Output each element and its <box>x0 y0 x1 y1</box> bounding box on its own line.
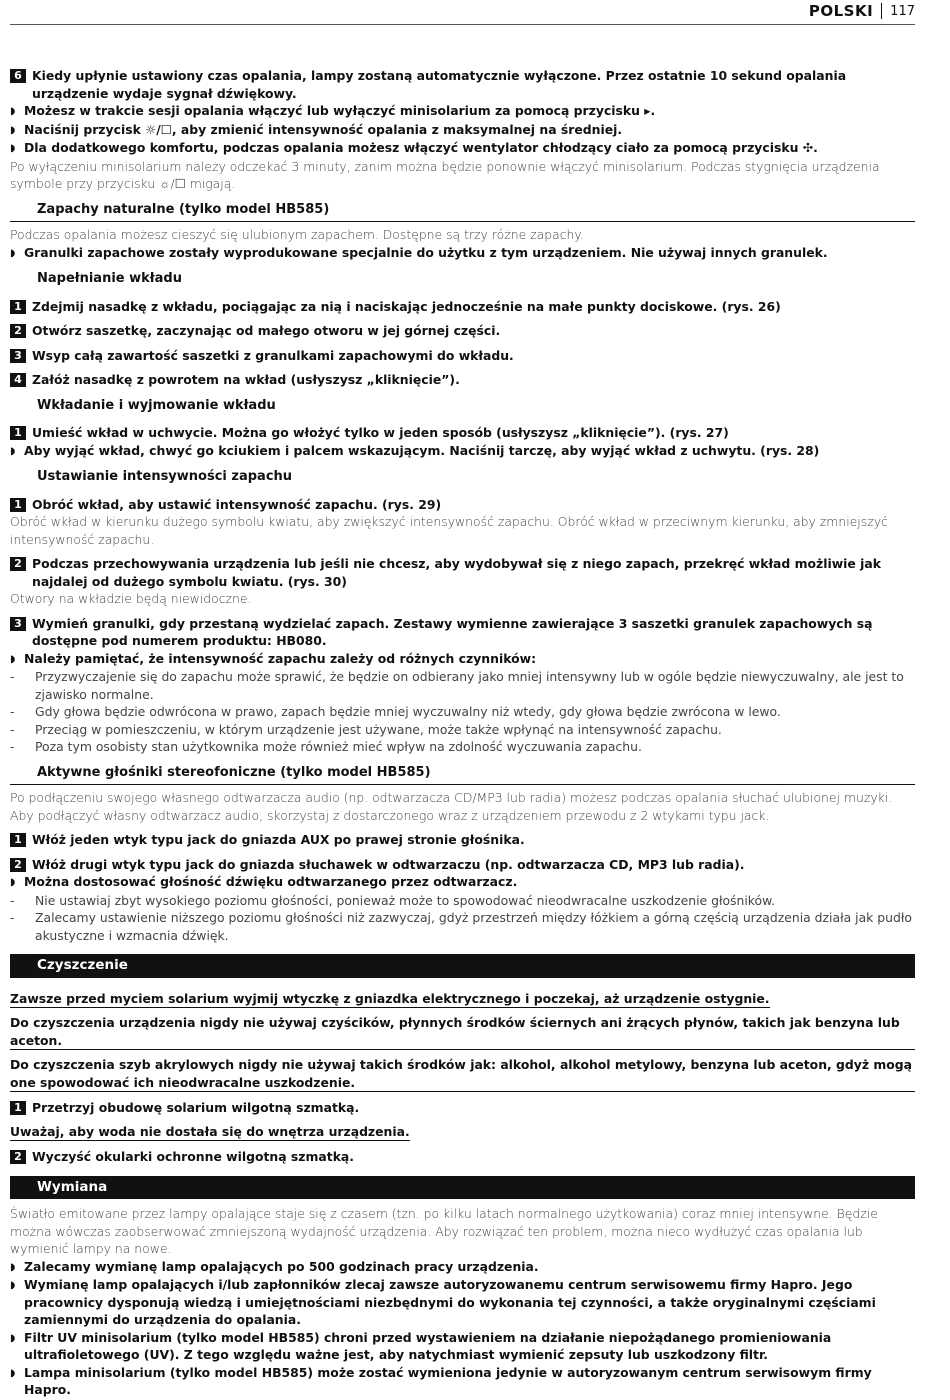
step-item <box>10 615 915 650</box>
body-paragraph: Po wyłączeniu minisolarium należy odczekać 3 minuty, zanim można będzie ponownie włączyć minisolarium. Podczas stygnięcia urządzenia symbole przy przycisku ☼/☐ migają. <box>10 158 880 191</box>
section-heading: Zapachy naturalne (tylko model HB585) <box>10 195 915 223</box>
warning-text: Zawsze przed myciem solarium wyjmij wtyczkę z gniazdka elektrycznego i poczekaj, aż urządzenie ostygnie. <box>10 990 770 1009</box>
step-number-badge: 2 <box>10 324 26 338</box>
step-item <box>10 1148 915 1166</box>
bullet-triangle-icon: ◗ <box>10 143 16 154</box>
step-text: Wymień granulki, gdy przestaną wydzielać zapach. Zestawy wymienne zawierające 3 saszetki granulek zapachowych są dostępne pod numerem produktu: HB080. <box>32 615 873 648</box>
bullet-text: Aby wyjąć wkład, chwyć go kciukiem i palcem wskazującym. Naciśnij tarczę, aby wyjąć wkład z uchwytu. (rys. 28) <box>24 442 820 458</box>
bullet-text: Wymianę lamp opalających i/lub zapłonników zlecaj zawsze autoryzowanemu centrum serwisowemu firmy Hapro. Jego pracownicy dysponują wiedzą i umiejętnościami niezbędnymi do wykonania tej czynności, a także oryginalnymi częściami zamiennymi do urządzenia do opalania. <box>24 1277 876 1327</box>
bullet-text: Zalecamy wymianę lamp opalających po 500 godzinach pracy urządzenia. <box>24 1258 539 1274</box>
bullet-triangle-icon: ◗ <box>10 247 16 259</box>
step-number-badge: 3 <box>10 617 26 631</box>
header-rule <box>10 24 915 25</box>
step-item <box>10 1099 915 1117</box>
step-item <box>10 856 915 874</box>
step-text: Wyczyść okularki ochronne wilgotną szmatką. <box>32 1149 354 1164</box>
warning-text: Do czyszczenia szyb akrylowych nigdy nie używaj takich środków jak: alkohol, alkohol metylowy, benzyna lub aceton, gdyż mogą one spowodować ich nieodwracalne uszkodzenie. <box>10 1056 915 1092</box>
bullet-triangle-icon: ◗ <box>10 124 16 136</box>
step-number-badge: 3 <box>10 349 26 363</box>
bullet-item <box>10 650 915 669</box>
body-paragraph: Światło emitowane przez lampy opalające staje się z czasem (tzn. po kilku latach normalnego użytkowania) coraz mniej intensywne. Będzie można wówczas zaobserwować zmniejszoną wydajność urządzenia. Aby rozwiązać ten problem, można nieco wydłużyć czas opalania lub wymienić lampy na nowe. <box>10 1206 878 1256</box>
chapter-heading-bar: Wymiana <box>10 1176 915 1200</box>
step-item <box>10 831 915 849</box>
bullet-text: Naciśnij przycisk ☼/☐, aby zmienić intensywność opalania z maksymalnej na średniej. <box>24 121 623 137</box>
warning-text: Uważaj, aby woda nie dostała się do wnętrza urządzenia. <box>10 1123 410 1142</box>
dash-text: Gdy głowa będzie odwrócona w prawo, zapach będzie mniej wyczuwalny niż wtedy, gdy głowa będzie zwrócona w lewo. <box>35 704 781 719</box>
step-number-badge: 1 <box>10 498 26 512</box>
language-label: POLSKI <box>808 2 874 20</box>
bullet-text: Możesz w trakcie sesji opalania włączyć lub wyłączyć minisolarium za pomocą przycisku ▸. <box>24 103 656 118</box>
dash-list-item <box>10 668 915 703</box>
dash-text: Poza tym osobisty stan użytkownika może również mieć wpływ na zdolność wyczuwania zapachu. <box>35 739 642 754</box>
step-item <box>10 371 915 389</box>
bullet-triangle-icon: ◗ <box>10 877 16 888</box>
page-content <box>10 60 915 1399</box>
bullet-triangle-icon: ◗ <box>10 653 16 665</box>
step-text: Załóż nasadkę z powrotem na wkład (usłyszysz „kliknięcie”). <box>32 372 460 387</box>
header-divider <box>881 3 882 19</box>
step-item <box>10 298 915 316</box>
bullet-triangle-icon: ◗ <box>10 1332 16 1344</box>
dash-marker: - <box>10 739 15 754</box>
bullet-text: Granulki zapachowe zostały wyprodukowane specjalnie do użytku z tym urządzeniem. Nie używaj innych granulek. <box>24 244 828 260</box>
bullet-text: Lampa minisolarium (tylko model HB585) może zostać wymieniona jedynie w autoryzowanym centrum serwisowym firmy Hapro. <box>24 1364 872 1397</box>
dash-text: Przeciąg w pomieszczeniu, w którym urządzenie jest używane, może także wpłynąć na intensywność zapachu. <box>35 721 722 737</box>
bullet-item <box>10 1258 915 1277</box>
step-number-badge: 2 <box>10 858 26 872</box>
warning-note <box>10 984 915 1009</box>
step-item <box>10 322 915 340</box>
body-paragraph: Otwory na wkładzie będą niewidoczne. <box>10 591 252 606</box>
page-number: 117 <box>890 3 915 19</box>
dash-marker: - <box>10 669 15 684</box>
step-item <box>10 424 915 442</box>
dash-list-item <box>10 909 915 944</box>
step-text: Podczas przechowywania urządzenia lub jeśli nie chcesz, aby wydobywał się z niego zapach, przekręć wkład możliwie jak najdalej od dużego symbolu kwiatu. (rys. 30) <box>32 556 881 589</box>
bullet-triangle-icon: ◗ <box>10 1367 16 1379</box>
bullet-item <box>10 102 915 121</box>
section-heading: Aktywne głośniki stereofoniczne (tylko model HB585) <box>10 758 915 786</box>
step-item <box>10 555 915 590</box>
dash-marker: - <box>10 892 15 908</box>
step-number-badge: 2 <box>10 557 26 571</box>
bullet-text: Należy pamiętać, że intensywność zapachu zależy od różnych czynników: <box>24 650 537 666</box>
step-text: Włóż drugi wtyk typu jack do gniazda słuchawek w odtwarzaczu (np. odtwarzacza CD, MP3 lub radia). <box>32 856 745 872</box>
bullet-item <box>10 139 915 158</box>
step-number-badge: 4 <box>10 373 26 387</box>
step-text: Wsyp całą zawartość saszetki z granulkami zapachowymi do wkładu. <box>32 347 514 363</box>
warning-note <box>10 1050 915 1092</box>
subsection-heading: Wkładanie i wyjmowanie wkładu <box>37 397 276 413</box>
dash-text: Przyzwyczajenie się do zapachu może sprawić, że będzie on odbierany jako mniej intensywny lub w ogóle będzie niewyczuwalny, ale jest to zjawisko normalne. <box>35 669 904 702</box>
step-text: Przetrzyj obudowę solarium wilgotną szmatką. <box>32 1100 360 1115</box>
subsection-heading: Ustawianie intensywności zapachu <box>37 469 293 484</box>
step-number-badge: 1 <box>10 833 26 847</box>
step-text: Kiedy upłynie ustawiony czas opalania, lampy zostaną automatycznie wyłączone. Przez ostatnie 10 sekund opalania urządzenie wydaje sygnał dźwiękowy. <box>32 68 847 101</box>
step-item <box>10 347 915 365</box>
bullet-text: Można dostosować głośność dźwięku odtwarzanego przez odtwarzacz. <box>24 874 518 889</box>
step-item <box>10 67 915 102</box>
step-text: Zdejmij nasadkę z wkładu, pociągając za nią i naciskając jednocześnie na małe punkty dociskowe. (rys. 26) <box>32 298 781 314</box>
dash-text: Nie ustawiaj zbyt wysokiego poziomu głośności, ponieważ może to spowodować nieodwracalne uszkodzenie głośników. <box>35 892 776 908</box>
bullet-item <box>10 121 915 140</box>
bullet-item <box>10 1364 915 1399</box>
step-text: Włóż jeden wtyk typu jack do gniazda AUX po prawej stronie głośnika. <box>32 832 525 847</box>
dash-text: Zalecamy ustawienie niższego poziomu głośności niż zazwyczaj, gdyż przestrzeń między łóżkiem a górną częścią urządzenia działa jak pudło akustyczne i wzmacnia dźwięk. <box>35 910 912 943</box>
bullet-item <box>10 244 915 263</box>
chapter-heading-bar: Czyszczenie <box>10 954 915 978</box>
dash-list-item <box>10 738 915 756</box>
dash-marker: - <box>10 721 15 737</box>
dash-marker: - <box>10 704 15 719</box>
body-paragraph: Po podłączeniu swojego własnego odtwarzacza audio (np. odtwarzacza CD/MP3 lub radia) możesz podczas opalania słuchać ulubionej muzyki. Aby podłączyć własny odtwarzacz audio, skorzystaj z dostarczonego wraz z urządzeniem przewodu z 2 wtykami typu jack. <box>10 790 893 823</box>
step-number-badge: 2 <box>10 1150 26 1164</box>
bullet-item <box>10 442 915 461</box>
step-text: Obróć wkład, aby ustawić intensywność zapachu. (rys. 29) <box>32 496 442 512</box>
step-number-badge: 6 <box>10 69 26 83</box>
bullet-triangle-icon: ◗ <box>10 1280 16 1291</box>
bullet-triangle-icon: ◗ <box>10 1261 16 1273</box>
bullet-triangle-icon: ◗ <box>10 106 16 117</box>
step-number-badge: 1 <box>10 300 26 314</box>
step-text: Otwórz saszetkę, zaczynając od małego otworu w jej górnej części. <box>32 323 501 338</box>
bullet-item <box>10 1329 915 1364</box>
dash-list-item <box>10 892 915 910</box>
page-header <box>809 0 915 22</box>
bullet-triangle-icon: ◗ <box>10 445 16 457</box>
body-paragraph: Podczas opalania możesz cieszyć się ulubionym zapachem. Dostępne są trzy różne zapachy. <box>10 227 584 242</box>
bullet-text: Dla dodatkowego komfortu, podczas opalania możesz włączyć wentylator chłodzący ciało za pomocą przycisku ✣. <box>24 140 818 155</box>
warning-text: Do czyszczenia urządzenia nigdy nie używaj czyścików, płynnych środków ściernych ani żrących płynów, takich jak benzyna lub aceton. <box>10 1014 915 1050</box>
body-paragraph: Obróć wkład w kierunku dużego symbolu kwiatu, aby zwiększyć intensywność zapachu. Obróć wkład w przeciwnym kierunku, aby zmniejszyć intensywność zapachu. <box>10 514 888 547</box>
subsection-heading: Napełnianie wkładu <box>37 271 182 286</box>
warning-note <box>10 1117 915 1142</box>
bullet-item <box>10 873 915 892</box>
step-item <box>10 496 915 514</box>
bullet-text: Filtr UV minisolarium (tylko model HB585) chroni przed wystawieniem na działanie niepożądanego promieniowania ultrafioletowego (UV). Z tego względu ważne jest, aby natychmiast wymienić zepsuty lub uszkodzony filtr. <box>24 1329 832 1362</box>
dash-marker: - <box>10 910 15 925</box>
dash-list-item <box>10 703 915 721</box>
dash-list-item <box>10 721 915 739</box>
step-text: Umieść wkład w uchwycie. Można go włożyć tylko w jeden sposób (usłyszysz „kliknięcie”). (rys. 27) <box>32 425 729 440</box>
warning-note <box>10 1008 915 1050</box>
bullet-item <box>10 1276 915 1329</box>
step-number-badge: 1 <box>10 426 26 440</box>
step-number-badge: 1 <box>10 1101 26 1115</box>
